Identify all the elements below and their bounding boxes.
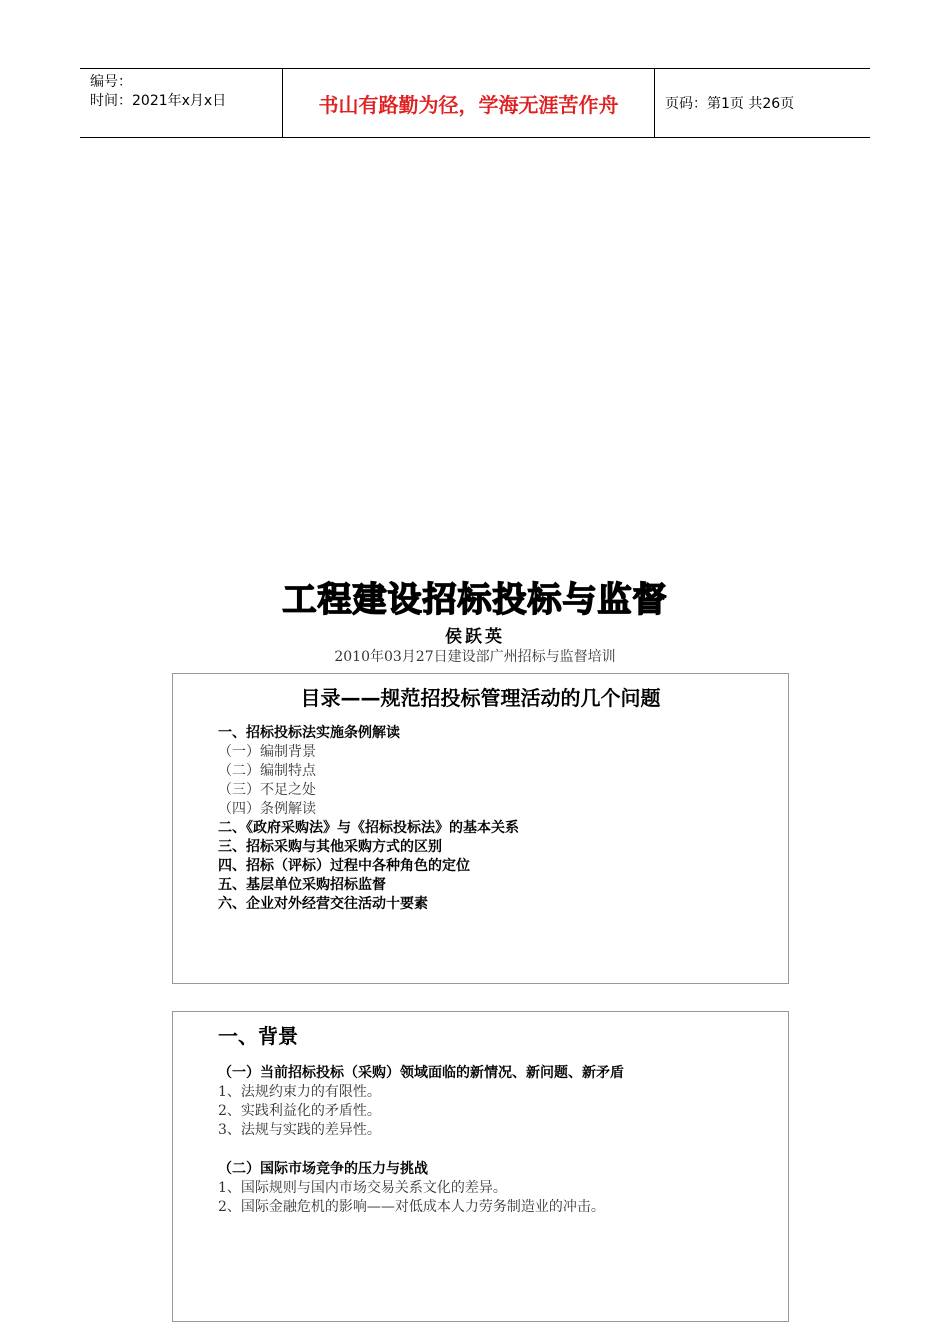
document-subtitle: 2010年03月27日建设部广州招标与监督培训: [334, 649, 616, 665]
toc-item: 一、招标投标法实施条例解读: [218, 725, 400, 741]
background-item: 2、国际金融危机的影响——对低成本人力劳务制造业的冲击。: [218, 1199, 605, 1215]
background-item: 1、国际规则与国内市场交易关系文化的差异。: [218, 1180, 507, 1196]
header-motto: 书山有路勤为径，学海无涯苦作舟: [282, 69, 655, 137]
toc-item: 三、招标采购与其他采购方式的区别: [218, 839, 442, 855]
background-item: 1、法规约束力的有限性。: [218, 1084, 381, 1100]
background-item: （二）国际市场竞争的压力与挑战: [218, 1161, 428, 1177]
page-header: [80, 68, 870, 138]
header-meta: [80, 69, 282, 137]
toc-heading: 目录——规范招投标管理活动的几个问题: [300, 686, 661, 710]
toc-item: 六、企业对外经营交往活动十要素: [218, 896, 428, 912]
background-item: 2、实践利益化的矛盾性。: [218, 1103, 381, 1119]
background-item: 3、法规与实践的差异性。: [218, 1122, 381, 1138]
toc-item: 五、基层单位采购招标监督: [218, 877, 386, 893]
background-list-1: [218, 1064, 624, 1140]
toc-list: [218, 724, 519, 914]
number-label: 编号：: [90, 74, 132, 90]
toc-item: 二、《政府采购法》与《招标投标法》的基本关系: [218, 820, 519, 836]
background-heading: 一、背景: [218, 1024, 298, 1048]
toc-item: （一）编制背景: [218, 744, 316, 760]
toc-item: 四、招标（评标）过程中各种角色的定位: [218, 858, 470, 874]
background-list-2: [218, 1160, 605, 1217]
toc-item: （三）不足之处: [218, 782, 316, 798]
toc-item: （二）编制特点: [218, 763, 316, 779]
header-page-info: 页码：第1页 共26页: [665, 96, 795, 112]
toc-slide: [172, 673, 789, 984]
background-slide: [172, 1011, 789, 1322]
background-item: （一）当前招标投标（采购）领域面临的新情况、新问题、新矛盾: [218, 1065, 624, 1081]
toc-item: （四）条例解读: [218, 801, 316, 817]
document-author: 侯跃英: [445, 627, 505, 647]
document-title: 工程建设招标投标与监督: [282, 580, 668, 620]
time-label: 时间：2021年x月x日: [90, 93, 227, 109]
